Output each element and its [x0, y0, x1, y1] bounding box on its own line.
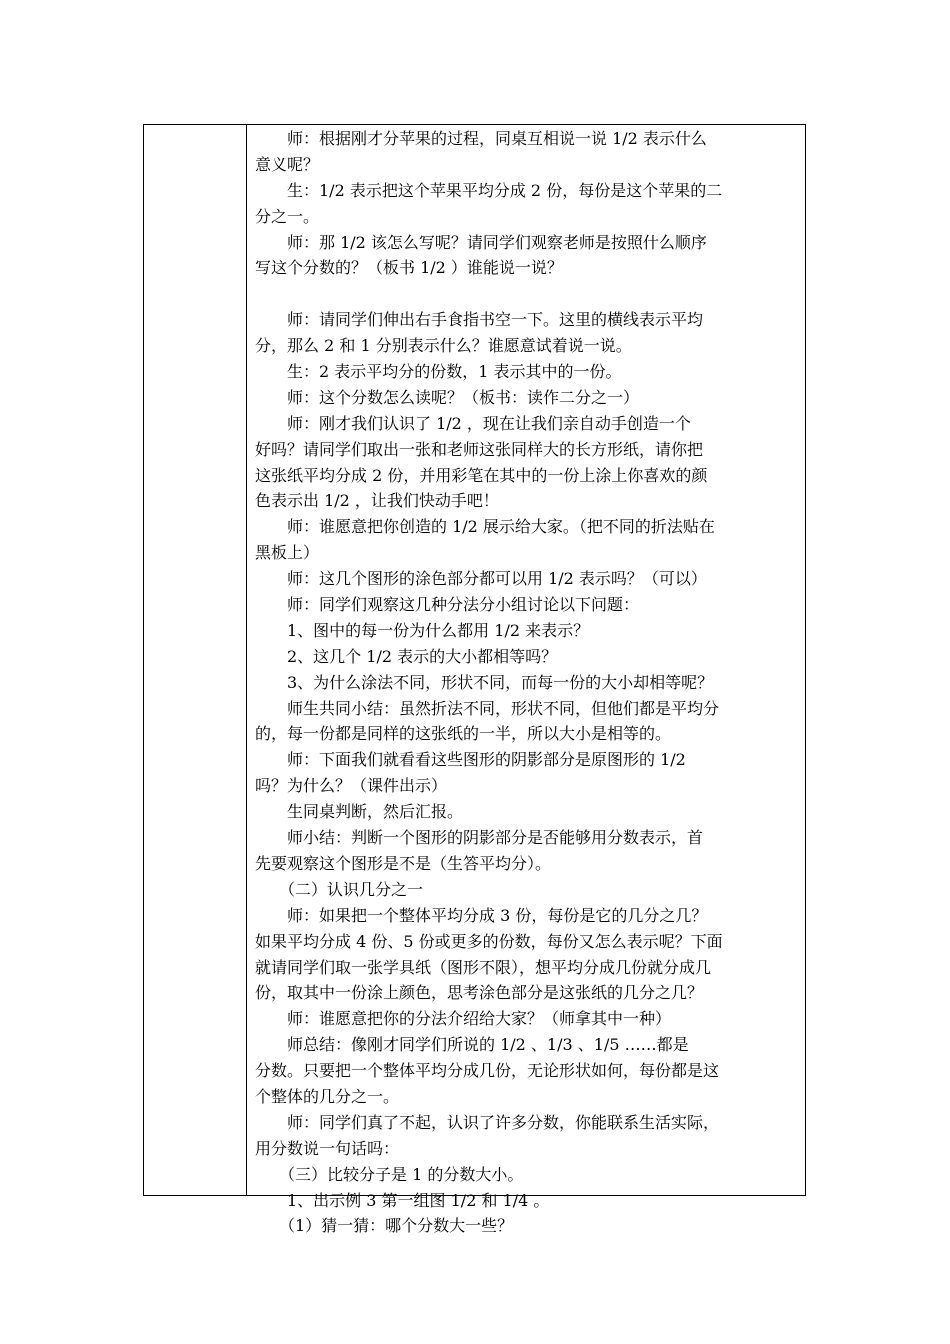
- text-line: 师：同学们观察这几种分法分小组讨论以下问题：: [255, 595, 640, 615]
- text-line: 分之一。: [255, 206, 320, 226]
- text-line: 师：这几个图形的涂色部分都可以用 1/2 表示吗？（可以）: [255, 569, 707, 589]
- text-line: 师：同学们真了不起，认识了许多分数，你能联系生活实际，: [255, 1112, 720, 1132]
- text-line: 写这个分数的？（板书 1/2 ）谁能说一说？: [255, 258, 563, 278]
- text-line: 就请同学们取一张学具纸（图形不限），想平均分成几份就分成几: [255, 957, 712, 977]
- text-line: 先要观察这个图形是不是（生答平均分）。: [255, 853, 552, 873]
- text-line: 黑板上）: [255, 543, 320, 563]
- text-line: 师：请同学们伸出右手食指书空一下。这里的横线表示平均: [255, 310, 704, 330]
- text-line: 师小结：判断一个图形的阴影部分是否能够用分数表示，首: [255, 828, 704, 848]
- text-line: 如果平均分成 4 份、5 份或更多的份数，每份又怎么表示呢？下面: [255, 931, 723, 951]
- text-line: 师：下面我们就看看这些图形的阴影部分是原图形的 1/2: [255, 750, 686, 770]
- text-line: 师：这个分数怎么读呢？（板书：读作二分之一）: [255, 387, 640, 407]
- text-line: 吗？为什么？（课件出示）: [255, 776, 448, 796]
- text-line: 师：如果把一个整体平均分成 3 份，每份是它的几分之几？: [255, 905, 708, 925]
- lesson-table: [143, 124, 806, 1236]
- text-line: 1、出示例 3 第一组图 1/2 和 1/4 。: [255, 1190, 550, 1210]
- text-line: 好吗？请同学们取出一张和老师这张同样大的长方形纸，请你把: [255, 439, 704, 459]
- text-line: 个整体的几分之一。: [255, 1086, 400, 1106]
- text-line: 分，那么 2 和 1 分别表示什么？谁愿意试着说一说。: [255, 336, 632, 356]
- text-line: 师：根据刚才分苹果的过程，同桌互相说一说 1/2 表示什么: [255, 129, 707, 148]
- text-line: 色表示出 1/2 ，让我们快动手吧！: [255, 491, 499, 511]
- text-line: 师：谁愿意把你的分法介绍给大家？（师拿其中一种）: [255, 1009, 672, 1029]
- text-line: 师：谁愿意把你创造的 1/2 展示给大家。（把不同的折法贴在: [255, 517, 715, 537]
- text-line: 分数。只要把一个整体平均分成几份，无论形状如何，每份都是这: [255, 1061, 720, 1081]
- left-column-cell: [144, 125, 247, 1195]
- text-line: 生：1/2 表示把这个苹果平均分成 2 份，每份是这个苹果的二: [255, 180, 723, 200]
- text-line: 师：刚才我们认识了 1/2 ，现在让我们亲自动手创造一个: [255, 413, 691, 433]
- text-line: 生：2 表示平均分的份数，1 表示其中的一份。: [255, 362, 622, 382]
- text-line: 生同桌判断，然后汇报。: [255, 802, 464, 822]
- text-line: 意义呢？: [255, 154, 320, 174]
- text-line: 师生共同小结：虽然折法不同，形状不同，但他们都是平均分: [255, 698, 720, 718]
- text-line: 这张纸平均分成 2 份，并用彩笔在其中的一份上涂上你喜欢的颜: [255, 465, 708, 485]
- text-line: （二）认识几分之一: [255, 879, 424, 899]
- text-line: 的，每一份都是同样的这张纸的一半，所以大小是相等的。: [255, 724, 672, 744]
- text-line: 师总结：像刚才同学们所说的 1/2 、1/3 、1/5 ……都是: [255, 1035, 689, 1055]
- lesson-content-cell: [255, 126, 799, 1239]
- text-line: 份，取其中一份涂上颜色，思考涂色部分是这张纸的几分之几？: [255, 983, 704, 1003]
- text-line: [255, 281, 799, 307]
- text-line: 1、图中的每一份为什么都用 1/2 来表示？: [255, 620, 590, 640]
- text-line: （1）猜一猜：哪个分数大一些？: [255, 1216, 514, 1236]
- text-line: 师：那 1/2 该怎么写呢？请同学们观察老师是按照什么顺序: [255, 232, 707, 252]
- text-line: 2、这几个 1/2 表示的大小都相等吗？: [255, 646, 558, 666]
- text-line: （三）比较分子是 1 的分数大小。: [255, 1164, 524, 1184]
- text-line: 3、为什么涂法不同，形状不同，而每一份的大小却相等呢？: [255, 672, 714, 692]
- text-line: 用分数说一句话吗：: [255, 1138, 400, 1158]
